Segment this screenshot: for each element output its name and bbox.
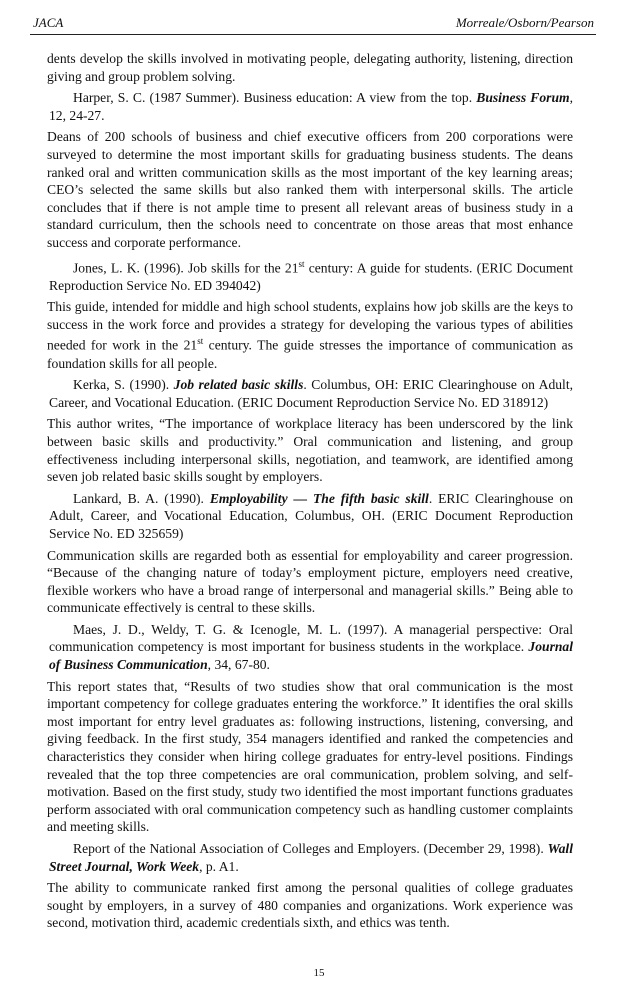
continued-annotation: dents develop the skills involved in motivating people, delegating authority, listening, direction giving and group problem solving. bbox=[47, 51, 573, 84]
annotation-nace: The ability to communicate ranked first among the personal qualities of college graduates sought by employers, in a survey of 480 companies and organizations. Work experience was second, motivation third, academic credentials sixth, and ethics was tenth. bbox=[47, 880, 573, 931]
annotation-text: This guide, intended for middle and high school students, explains how job skills are the keys to success in the work force and provides a strategy for developing the various types of abilities needed for work in the 21 bbox=[47, 299, 573, 353]
citation-source-title: Journal of Business Communication bbox=[49, 639, 573, 673]
citation-text: Maes, J. D., Weldy, T. G. & Icenogle, M. L. (1997). A managerial perspective: Oral communication competency is most important for business students in the workplace. bbox=[49, 621, 573, 655]
journal-name: JACA bbox=[33, 15, 64, 30]
citation-text: , 12, 24-27. bbox=[49, 90, 573, 123]
author-names: Morreale/Osborn/Pearson bbox=[455, 15, 594, 30]
citation-nace bbox=[49, 840, 573, 875]
running-header bbox=[30, 12, 596, 35]
citation-text: Jones, L. K. (1996). Job skills for the 21 bbox=[73, 260, 299, 276]
citation-lankard bbox=[49, 490, 573, 543]
citation-source-title: Business Forum bbox=[476, 90, 570, 106]
superscript: st bbox=[298, 258, 305, 269]
citation-source-title: Job related basic skills bbox=[173, 377, 304, 393]
citation-text: Harper, S. C. (1987 Summer). Business education: A view from the top. bbox=[73, 90, 477, 106]
citation-text: . ERIC Clearinghouse on Adult, Career, and Vocational Education, Columbus, OH. (ERIC Document Reproduction Service No. ED 325659) bbox=[49, 490, 573, 541]
citation-kerka bbox=[49, 376, 573, 411]
citation-source-title: Employability — The fifth basic skill bbox=[209, 490, 429, 506]
superscript: st bbox=[197, 336, 204, 347]
annotation-lankard: Communication skills are regarded both as essential for employability and career progression. “Because of the changing nature of today’s employment picture, employers need creative, flexible workers who have a broad range of interpersonal and managerial skills.” Being able to communicate effectively is central to these skills. bbox=[47, 547, 573, 616]
page-body bbox=[49, 50, 573, 936]
citation-harper bbox=[49, 89, 573, 124]
annotation-maes: This report states that, “Results of two studies show that oral communication is the most important competency for college graduates entering the workforce.” It identifies the oral skills most important for entry level graduates as: following instructions, listening, conversing, and giving feedback. In the first study, 354 managers identified and ranked the competencies and characteristics they consider when hiring college graduates for entry-level positions. Findings revealed that the top three competencies are oral communication, problem solving, and self-motivation. Based on the first study, study two identified the most important functions graduates perform associated with oral communication competency such as handling customer complaints and meeting skills. bbox=[47, 678, 573, 835]
citation-text: century: A guide for students. (ERIC Document Reproduction Service No. ED 394042) bbox=[49, 260, 573, 293]
citation-text: Lankard, B. A. (1990). bbox=[73, 490, 210, 506]
annotation-harper: Deans of 200 schools of business and chief executive officers from 200 corporations were surveyed to determine the most important skills for graduating business students. The deans ranked oral and written communication skills as the most important of the key learning areas; CEO’s selected the same skills but also ranked them with interpersonal skills. The article concludes that if there is not ample time to present all relevant areas of business study in a standard curriculum, then the schools need to concentrate on those areas that most enhance success and corporate performance. bbox=[47, 129, 573, 250]
citation-text: . Columbus, OH: ERIC Clearinghouse on Adult, Career, and Vocational Education. (ERIC Document Reproduction Service No. ED 318912) bbox=[49, 377, 574, 410]
page-number: 15 bbox=[313, 967, 325, 979]
citation-jones bbox=[49, 256, 573, 295]
citation-maes bbox=[49, 621, 573, 674]
citation-source-title: Wall Street Journal, Work Week bbox=[49, 841, 573, 874]
annotation-kerka: This author writes, “The importance of workplace literacy has been underscored by the link between basic skills and productivity.” Oral communication and listening, and group effectiveness including interpersonal skills, negotiation, and teamwork, are identified among seven job related basic skills sought by employers. bbox=[47, 416, 573, 485]
citation-text: Report of the National Association of Colleges and Employers. (December 29, 1998). bbox=[73, 841, 548, 856]
citation-text: , p. A1. bbox=[199, 858, 239, 874]
citation-text: Kerka, S. (1990). bbox=[73, 377, 174, 393]
citation-text: , 34, 67-80. bbox=[207, 657, 270, 673]
annotation-text: century. The guide stresses the importance of communication as foundation skills for all people. bbox=[47, 337, 574, 371]
annotation-jones bbox=[47, 298, 573, 372]
